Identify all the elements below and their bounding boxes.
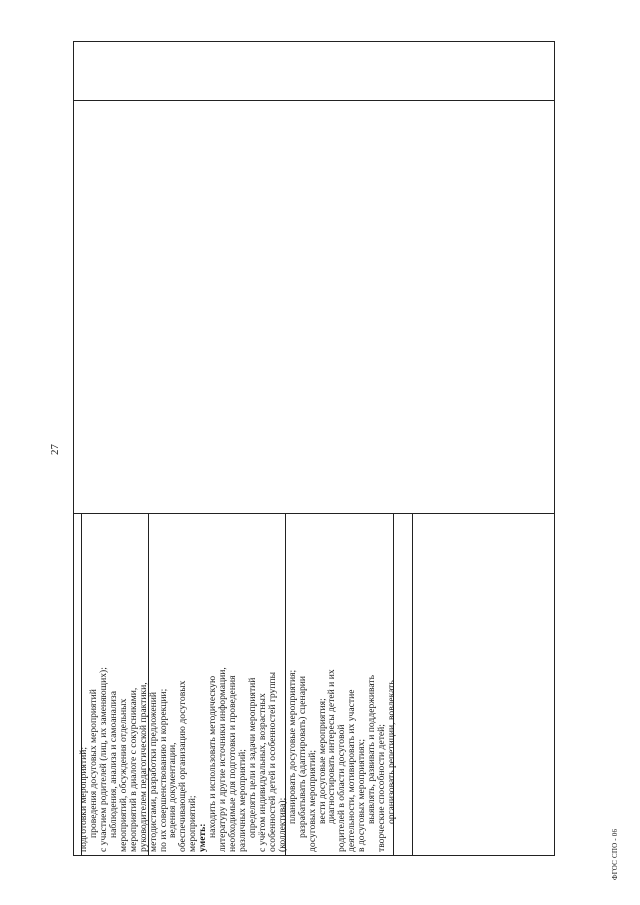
- text-line: планировать досуговые мероприятия;: [286, 669, 298, 824]
- text-line: организовать репетиции, вовлекать: [386, 680, 398, 824]
- text-line: определять цели и задачи мероприятий: [246, 677, 258, 838]
- text-line: творческие способности детей;: [376, 724, 388, 852]
- competency-text-cell: [79, 516, 554, 852]
- text-line: родителей в области досуговой: [336, 724, 348, 852]
- text-line: руководителем педагогической практики,: [137, 682, 149, 852]
- text-line: мероприятий в диалоге с сокурсниками,: [127, 687, 139, 852]
- text-line: методистами, разработки предложений: [147, 691, 159, 852]
- text-line: находить и использовать методическую: [207, 675, 219, 838]
- text-line: с участием родителей (лиц, их заменяющих);: [97, 667, 109, 852]
- text-line: различных мероприятий;: [237, 749, 248, 852]
- text-line: литературу и другие источники информации,: [217, 667, 229, 852]
- text-line: досуговых мероприятий;: [306, 749, 318, 852]
- header-row-divider: [73, 513, 555, 514]
- text-line: вести досуговые мероприятия;: [316, 698, 328, 824]
- text-line: диагностировать интересы детей и их: [326, 669, 338, 824]
- right-rule: [73, 100, 555, 101]
- text-line: уметь:: [197, 823, 209, 852]
- text-line: обеспечивающей организацию досуговых: [177, 680, 189, 852]
- text-line: необходимые для подготовки и проведения: [227, 675, 239, 852]
- page-footer: ФГОС СПО - 06: [611, 828, 619, 880]
- text-line: мероприятий;: [187, 795, 199, 852]
- text-line: выявлять, развивать и поддерживать: [366, 675, 378, 824]
- text-line: разрабатывать (адаптировать) сценарии: [296, 675, 308, 838]
- text-line: деятельности, мотивировать их участие: [346, 689, 358, 852]
- text-line: (коллектива);: [276, 797, 288, 852]
- text-line: мероприятий, обсуждения отдельных: [117, 698, 129, 852]
- text-line: ведения документации,: [167, 742, 179, 838]
- text-line: проведения досуговых мероприятий: [87, 689, 99, 838]
- text-line: с учётом индивидуальных, возрастных: [256, 693, 268, 852]
- text-line: подготовки мероприятий;: [78, 746, 89, 852]
- page-number: 27: [49, 444, 61, 455]
- text-line: в досуговых мероприятиях;: [356, 738, 368, 852]
- text-line: особенностей детей и особенностей группы: [266, 671, 278, 852]
- text-line: наблюдения, анализа и самоанализа: [107, 691, 119, 838]
- text-line: по их совершенствованию и коррекции;: [157, 688, 169, 852]
